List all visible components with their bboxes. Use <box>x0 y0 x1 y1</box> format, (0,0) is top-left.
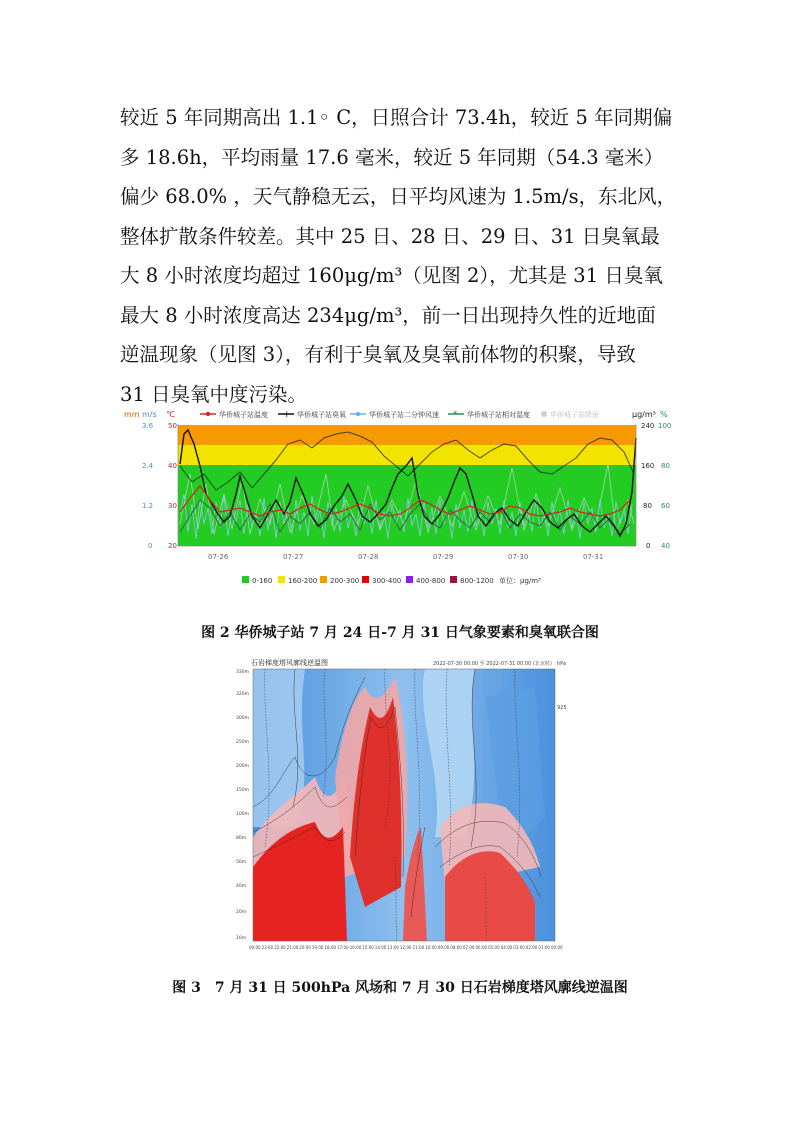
body-paragraph <box>120 98 690 414</box>
x-axis <box>208 553 603 561</box>
x-tick-label: 06:00 <box>475 945 488 950</box>
band-label: 160-200 <box>288 577 318 585</box>
paragraph-line: 31 日臭氧中度污染。 <box>120 382 308 406</box>
unit-ms: m/s <box>142 410 157 419</box>
x-tick-label: 18:00 <box>324 945 337 950</box>
band-label: 300-400 <box>372 577 402 585</box>
band-swatch <box>362 576 369 583</box>
x-tick-label: 21:00 <box>286 945 299 950</box>
x-tick-label: 07-27 <box>283 553 304 561</box>
y-tick-label: 320m <box>236 692 249 697</box>
figure2-caption: 图 2 华侨城子站 7 月 24 日-7 月 31 日气象要素和臭氧联合图 <box>201 625 599 641</box>
band-swatch <box>278 576 285 583</box>
x-tick-label: 22:00 <box>274 945 286 950</box>
inversion-profile-chart <box>235 657 567 957</box>
y-tick-label: 40m <box>236 884 247 889</box>
tick-ms: 0 <box>148 542 153 550</box>
x-tick-label: 16:00 <box>349 945 362 950</box>
x-tick-label: 03:00 <box>513 945 525 950</box>
x-tick-label: 04:00 <box>500 945 513 950</box>
unit-ugm3: μg/m³ <box>632 410 656 419</box>
y-tick-label: 150m <box>236 788 249 793</box>
figure3-x-axis <box>249 945 563 950</box>
chart-legend <box>200 410 599 420</box>
paragraph-line: 多 18.6h，平均雨量 17.6 毫米，较近 5 年同期（54.3 毫米） <box>120 145 664 169</box>
figure3-title: 石岩梯度塔风廓线逆温图 <box>251 659 328 667</box>
paragraph-line: 大 8 小时浓度均超过 160μg/m³（见图 2），尤其是 31 日臭氧 <box>120 264 663 287</box>
band-label: 0-160 <box>252 577 273 585</box>
y-tick-label: 50m <box>236 860 247 865</box>
tick-celsius: 40 <box>168 462 177 470</box>
x-tick-label: 08:00 <box>450 945 462 950</box>
y-tick-label: 20m <box>236 910 247 915</box>
tick-celsius: 20 <box>168 542 177 550</box>
paragraph-line: 偏少 68.0% ，天气静稳无云，日平均风速为 1.5m/s，东北风， <box>120 185 677 208</box>
x-tick-label: 07-30 <box>508 553 529 561</box>
unit-celsius: ℃ <box>166 410 175 419</box>
legend-wind <box>350 410 439 419</box>
y-tick-label: 200m <box>236 764 249 769</box>
band-swatch <box>450 576 457 583</box>
x-tick-label: 23:00 <box>261 945 274 950</box>
left-axis <box>142 422 177 550</box>
right-axis <box>641 422 671 550</box>
tick-percent: 60 <box>661 502 670 510</box>
band-swatch <box>242 576 249 583</box>
tick-ugm3: 0 <box>646 542 651 550</box>
svg-text:华侨城子站相对湿度: 华侨城子站相对湿度 <box>467 411 530 419</box>
figure3-time-range: 2022-07-30 00:00 至 2022-07-31 00:00 (北京时) <box>433 661 552 667</box>
band-swatch <box>320 576 327 583</box>
y-tick-label: 330m <box>236 670 249 675</box>
plot-area <box>178 424 636 546</box>
svg-text:*: * <box>453 410 458 420</box>
legend-humidity <box>448 410 530 420</box>
x-tick-label: 09:00 <box>437 945 450 950</box>
inversion-plot <box>253 669 555 941</box>
tick-percent: 40 <box>661 542 670 550</box>
x-tick-label: 15:00 <box>362 945 374 950</box>
y-tick-label: 80m <box>236 836 247 841</box>
x-tick-label: 07-26 <box>208 553 229 561</box>
paragraph-line: 整体扩散条件较差。其中 25 日、28 日、29 日、31 日臭氧最 <box>120 224 660 248</box>
figure3-unit: hPa <box>557 661 567 667</box>
band-label: 200-300 <box>330 577 360 585</box>
x-tick-label: 00:00 <box>551 945 563 950</box>
x-tick-label: 10:00 <box>425 945 437 950</box>
svg-text:华侨城子站二分钟风速: 华侨城子站二分钟风速 <box>369 411 439 419</box>
paragraph-line: 逆温现象（见图 3），有利于臭氧及臭氧前体物的积聚，导致 <box>120 343 636 366</box>
x-tick-label: 07-28 <box>358 553 379 561</box>
svg-text:华侨城子站臭氧: 华侨城子站臭氧 <box>297 411 346 419</box>
x-tick-label: 20:00 <box>299 945 311 950</box>
x-tick-label: 17:00 <box>337 945 349 950</box>
figure3-caption: 图 3 7 月 31 日 500hPa 风场和 7 月 30 日石岩梯度塔风廓线逆温图 <box>172 980 628 996</box>
x-tick-label: 07-31 <box>583 553 604 561</box>
tick-ms: 2.4 <box>142 462 154 470</box>
tick-celsius: 30 <box>168 502 177 510</box>
legend-ozone <box>278 410 346 420</box>
x-tick-label: 05:00 <box>488 945 500 950</box>
y-tick-label: 250m <box>236 740 249 745</box>
figure3-right-mark: 925 <box>557 705 567 711</box>
band-160-200 <box>178 445 636 465</box>
tick-ms: 1.2 <box>142 502 154 510</box>
y-tick-label: 300m <box>236 716 249 721</box>
x-tick-label: 19:00 <box>311 945 324 950</box>
band-swatch <box>406 576 413 583</box>
x-tick-label: 13:00 <box>387 945 399 950</box>
band-label: 800-1200 <box>460 577 494 585</box>
unit-percent: % <box>660 410 668 419</box>
paragraph-line: 最大 8 小时浓度高达 234μg/m³，前一日出现持久性的近地面 <box>120 303 656 327</box>
tick-celsius: 50 <box>168 422 177 430</box>
tick-percent: 100 <box>658 422 672 430</box>
tick-ugm3: 160 <box>641 462 655 470</box>
tick-ms: 3.6 <box>142 422 154 430</box>
x-tick-label: 14:00 <box>374 945 387 950</box>
unit-note: 单位：μg/m³ <box>499 577 541 585</box>
svg-text:华侨城子站降雨: 华侨城子站降雨 <box>550 411 599 419</box>
band-200-300 <box>178 425 636 445</box>
legend-rain <box>541 410 599 419</box>
tick-ugm3: 240 <box>641 422 655 430</box>
y-tick-label: 100m <box>236 812 249 817</box>
legend-temp <box>200 410 268 419</box>
x-tick-label: 00:00 <box>249 945 261 950</box>
tick-ugm3: 80 <box>643 502 652 510</box>
x-tick-label: 07-29 <box>433 553 454 561</box>
unit-mm: mm <box>124 410 140 419</box>
tick-percent: 80 <box>661 462 670 470</box>
x-tick-label: 07:00 <box>462 945 475 950</box>
band-label: 400-800 <box>416 577 446 585</box>
svg-text:华侨城子站温度: 华侨城子站温度 <box>219 411 268 419</box>
x-tick-label: 02:00 <box>525 945 538 950</box>
paragraph-line: 较近 5 年同期高出 1.1◦ C，日照合计 73.4h，较近 5 年同期偏 <box>120 106 673 129</box>
band-legend <box>242 576 541 585</box>
x-tick-label: 01:00 <box>538 945 550 950</box>
x-tick-label: 11:00 <box>412 945 425 950</box>
svg-text:+: + <box>283 410 291 420</box>
y-tick-label: 10m <box>236 936 247 941</box>
meteo-ozone-chart <box>120 404 680 594</box>
x-tick-label: 12:00 <box>400 945 412 950</box>
